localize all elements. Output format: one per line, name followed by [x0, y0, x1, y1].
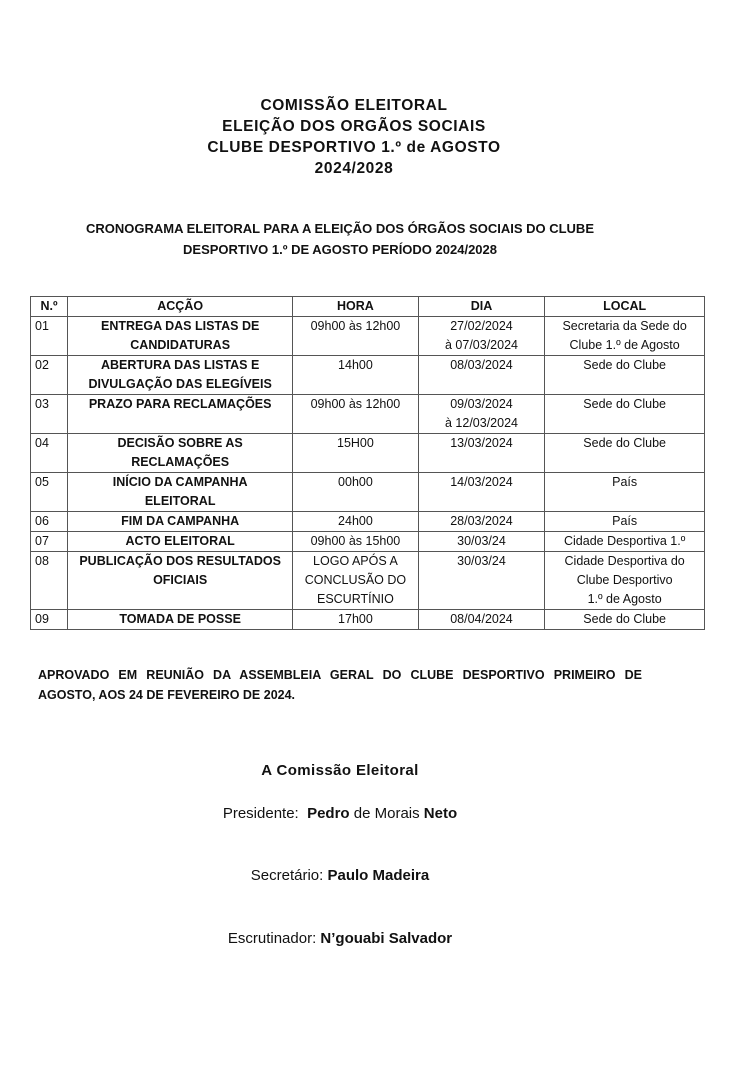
cell-action-line: DIVULGAÇÃO DAS ELEGÍVEIS: [88, 377, 272, 391]
cell-action-line: ABERTURA DAS LISTAS E: [100, 358, 260, 372]
document-header: [0, 95, 738, 179]
cell-location-line: Sede do Clube: [583, 358, 666, 372]
cell-time: [293, 395, 419, 434]
cell-location: [545, 532, 705, 552]
cell-action: [68, 473, 293, 512]
cell-time-line: 09h00 às 12h00: [310, 319, 401, 333]
table-row: [31, 434, 705, 473]
cell-day-line: 08/04/2024: [450, 612, 513, 626]
cell-time: [293, 610, 419, 630]
table-row: [31, 473, 705, 512]
cell-day-line: à 07/03/2024: [444, 338, 518, 352]
cell-location: [545, 473, 705, 512]
approval-statement: APROVADO EM REUNIÃO DA ASSEMBLEIA GERAL DO CLUBE DESPORTIVO PRIMEIRO DE AGOSTO, AOS 24 DE FEVEREIRO DE 2024.: [38, 668, 642, 702]
cell-location-line: 1.º de Agosto: [587, 592, 662, 606]
header-line-commission: COMISSÃO ELEITORAL: [260, 97, 448, 114]
cell-day-line: 08/03/2024: [450, 358, 513, 372]
header-line-period: 2024/2028: [314, 160, 394, 177]
subtitle-line-1: CRONOGRAMA ELEITORAL PARA A ELEIÇÃO DOS ÓRGÃOS SOCIAIS DO CLUBE: [86, 221, 594, 236]
table-row: [31, 512, 705, 532]
cell-number: 07: [31, 532, 68, 552]
president-label: Presidente:: [222, 805, 299, 822]
cell-location: [545, 512, 705, 532]
table-row: [31, 356, 705, 395]
table-row: [31, 610, 705, 630]
cell-action: [68, 434, 293, 473]
cell-day: [418, 610, 545, 630]
cell-day-line: 30/03/24: [457, 534, 506, 548]
cell-action: [68, 512, 293, 532]
cell-action-line: RECLAMAÇÕES: [131, 455, 230, 469]
cell-time-line: 17h00: [338, 612, 373, 626]
cell-location: [545, 552, 705, 610]
cell-location-line: Sede do Clube: [583, 436, 666, 450]
cell-number: 03: [31, 395, 68, 434]
secretary-signature-line: [0, 867, 680, 884]
cell-action: [68, 317, 293, 356]
cell-number: 04: [31, 434, 68, 473]
cell-time-line: ESCURTÍNIO: [316, 592, 394, 606]
cell-time: [293, 317, 419, 356]
table-row: [31, 532, 705, 552]
cell-location: [545, 317, 705, 356]
cell-day: [418, 356, 545, 395]
cell-time-line: 15H00: [337, 436, 374, 450]
president-last-name: Neto: [423, 805, 458, 822]
cell-number: 01: [31, 317, 68, 356]
table-row: [31, 395, 705, 434]
column-header-location: LOCAL: [545, 297, 705, 317]
cell-action-line: ACTO ELEITORAL: [125, 534, 235, 548]
cell-day: [418, 532, 545, 552]
commission-title: A Comissão Eleitoral: [261, 762, 419, 779]
cell-action: [68, 356, 293, 395]
header-line-election: ELEIÇÃO DOS ORGÃOS SOCIAIS: [222, 118, 486, 135]
cell-number: 06: [31, 512, 68, 532]
cell-number: 02: [31, 356, 68, 395]
column-header-number: N.º: [31, 297, 68, 317]
cell-time: [293, 434, 419, 473]
cell-location: [545, 434, 705, 473]
cell-location-line: Secretaria da Sede do: [562, 319, 687, 333]
cell-location: [545, 610, 705, 630]
cell-action-line: FIM DA CAMPANHA: [121, 514, 240, 528]
table-header-row: [31, 297, 705, 317]
cell-day: [418, 317, 545, 356]
cell-action-line: INÍCIO DA CAMPANHA: [112, 475, 248, 489]
cell-action-line: PUBLICAÇÃO DOS RESULTADOS: [79, 554, 281, 568]
cell-number: 09: [31, 610, 68, 630]
header-line-club: CLUBE DESPORTIVO 1.º de AGOSTO: [207, 139, 501, 156]
cell-number: 08: [31, 552, 68, 610]
table-body: [31, 317, 705, 630]
cell-day-line: 13/03/2024: [450, 436, 513, 450]
secretary-name: Paulo Madeira: [327, 867, 430, 884]
president-signature-line: [0, 805, 680, 822]
cell-location-line: Cidade Desportiva do: [564, 554, 685, 568]
schedule-subtitle: [40, 218, 640, 260]
cell-day: [418, 512, 545, 532]
scrutineer-signature-line: [0, 930, 680, 947]
president-middle-name: de Morais: [353, 805, 420, 822]
cell-number: 05: [31, 473, 68, 512]
subtitle-line-2: DESPORTIVO 1.º DE AGOSTO PERÍODO 2024/2028: [183, 242, 497, 257]
cell-time: [293, 356, 419, 395]
table-row: [31, 552, 705, 610]
scrutineer-label: Escrutinador:: [227, 930, 317, 947]
election-schedule-table: [30, 296, 705, 630]
cell-time-line: CONCLUSÃO DO: [304, 573, 407, 587]
cell-day-line: 14/03/2024: [450, 475, 513, 489]
cell-day-line: à 12/03/2024: [444, 416, 518, 430]
cell-action-line: OFICIAIS: [153, 573, 208, 587]
cell-action: [68, 610, 293, 630]
scrutineer-name: N’gouabi Salvador: [320, 930, 453, 947]
cell-day-line: 28/03/2024: [450, 514, 513, 528]
cell-time: [293, 512, 419, 532]
president-first-name: Pedro: [307, 805, 350, 822]
cell-time: [293, 552, 419, 610]
cell-action: [68, 532, 293, 552]
cell-action: [68, 552, 293, 610]
cell-action-line: DECISÃO SOBRE AS: [117, 436, 243, 450]
cell-day: [418, 434, 545, 473]
cell-time-line: 00h00: [338, 475, 373, 489]
cell-day: [418, 473, 545, 512]
secretary-label: Secretário:: [250, 867, 324, 884]
column-header-time: HORA: [293, 297, 419, 317]
cell-location-line: Cidade Desportiva 1.º: [563, 534, 686, 548]
cell-time-line: LOGO APÓS A: [313, 554, 398, 568]
cell-day: [418, 552, 545, 610]
cell-location: [545, 395, 705, 434]
cell-location-line: País: [612, 475, 638, 489]
cell-action-line: TOMADA DE POSSE: [119, 612, 241, 626]
cell-time-line: 09h00 às 12h00: [310, 397, 401, 411]
cell-day-line: 30/03/24: [457, 554, 506, 568]
cell-action-line: ELEITORAL: [144, 494, 216, 508]
cell-day-line: 27/02/2024: [450, 319, 513, 333]
cell-time-line: 24h00: [338, 514, 373, 528]
cell-time: [293, 473, 419, 512]
cell-location-line: Sede do Clube: [583, 612, 666, 626]
cell-action: [68, 395, 293, 434]
column-header-day: DIA: [418, 297, 545, 317]
cell-location-line: Sede do Clube: [583, 397, 666, 411]
cell-action-line: ENTREGA DAS LISTAS DE: [100, 319, 260, 333]
cell-time-line: 14h00: [338, 358, 373, 372]
cell-location-line: Clube Desportivo: [576, 573, 673, 587]
cell-day-line: 09/03/2024: [450, 397, 513, 411]
column-header-action: ACÇÃO: [68, 297, 293, 317]
cell-time: [293, 532, 419, 552]
table-row: [31, 317, 705, 356]
cell-day: [418, 395, 545, 434]
cell-action-line: PRAZO PARA RECLAMAÇÕES: [88, 397, 272, 411]
cell-location-line: Clube 1.º de Agosto: [569, 338, 680, 352]
cell-time-line: 09h00 às 15h00: [310, 534, 401, 548]
cell-action-line: CANDIDATURAS: [130, 338, 231, 352]
cell-location-line: País: [612, 514, 638, 528]
cell-location: [545, 356, 705, 395]
